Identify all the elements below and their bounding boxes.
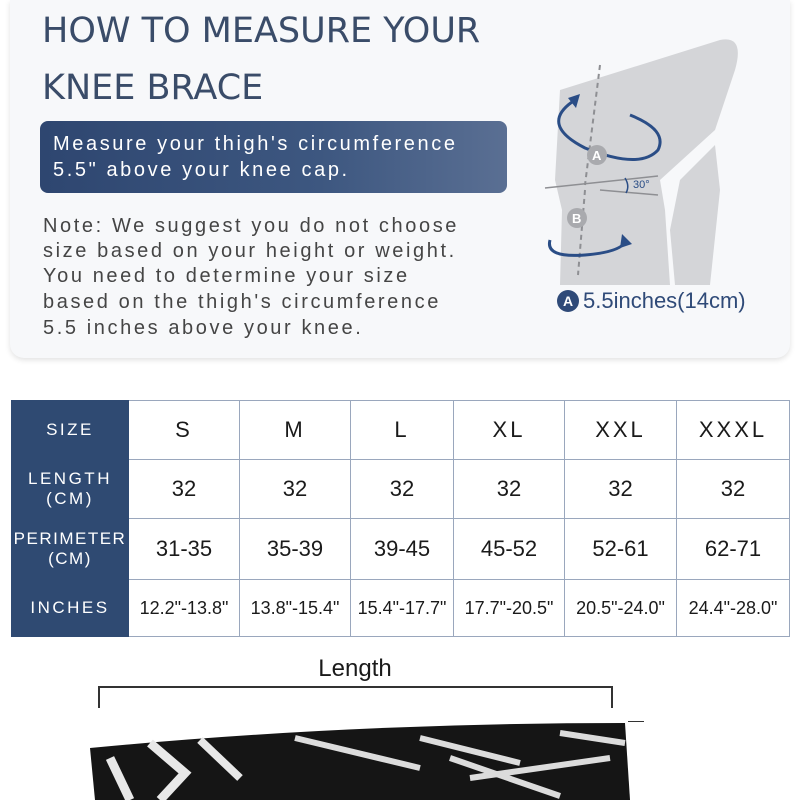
inches-cell: 13.8"-15.4" xyxy=(240,580,351,637)
banner-line2: 5.5" above your knee cap. xyxy=(53,159,350,181)
length-cell: 32 xyxy=(129,460,240,519)
perimeter-cell: 45-52 xyxy=(454,519,565,580)
inches-cell: 15.4"-17.7" xyxy=(351,580,454,637)
header-perimeter xyxy=(12,519,129,580)
perimeter-cell: 35-39 xyxy=(240,519,351,580)
note-line5: 5.5 inches above your knee. xyxy=(43,317,364,339)
calf-shape xyxy=(670,145,720,285)
angle-label: 30° xyxy=(633,179,650,191)
note-line1: Note: We suggest you do not choose xyxy=(43,215,460,237)
length-dimension-line xyxy=(98,686,613,688)
perimeter-cell: 39-45 xyxy=(351,519,454,580)
size-cell: XL xyxy=(454,401,565,460)
inches-cell: 17.7"-20.5" xyxy=(454,580,565,637)
length-tick-left xyxy=(98,686,100,708)
size-cell: M xyxy=(240,401,351,460)
banner-line1: Measure your thigh's circumference xyxy=(53,133,458,155)
note-line2: size based on your height or weight. xyxy=(43,240,457,262)
size-cell: S xyxy=(129,401,240,460)
measure-marker-a: A xyxy=(557,290,579,312)
marker-b-label: B xyxy=(572,211,582,226)
header-length-line1: LENGTH xyxy=(28,469,112,488)
size-cell: XXXL xyxy=(677,401,790,460)
measure-text: 5.5inches(14cm) xyxy=(583,288,746,313)
perimeter-cell: 52-61 xyxy=(565,519,677,580)
perimeter-cell: 62-71 xyxy=(677,519,790,580)
page-title-line1: HOW TO MEASURE YOUR xyxy=(42,11,481,51)
header-size: SIZE xyxy=(12,401,129,460)
header-inches: INCHES xyxy=(12,580,129,637)
note-line4: based on the thigh's circumference xyxy=(43,291,441,313)
perimeter-cell: 31-35 xyxy=(129,519,240,580)
length-tick-right xyxy=(611,686,613,708)
header-perimeter-line2: (CM) xyxy=(48,549,92,568)
header-perimeter-line1: PERIMETER xyxy=(13,529,127,548)
table-row-size xyxy=(12,401,790,460)
size-cell: XXL xyxy=(565,401,677,460)
length-cell: 32 xyxy=(351,460,454,519)
inches-cell: 12.2"-13.8" xyxy=(129,580,240,637)
marker-a-label: A xyxy=(592,148,602,163)
length-cell: 32 xyxy=(240,460,351,519)
length-cell: 32 xyxy=(454,460,565,519)
header-length xyxy=(12,460,129,519)
page-title-line2: KNEE BRACE xyxy=(42,68,264,108)
size-chart-table xyxy=(11,400,790,637)
note-line3: You need to determine your size xyxy=(43,265,410,287)
length-cell: 32 xyxy=(565,460,677,519)
length-label: Length xyxy=(318,655,392,682)
header-length-line2: (CM) xyxy=(46,489,94,508)
size-cell: L xyxy=(351,401,454,460)
table-row-perimeter xyxy=(12,519,790,580)
knee-diagram xyxy=(540,30,780,290)
length-cell: 32 xyxy=(677,460,790,519)
table-row-inches xyxy=(12,580,790,637)
instruction-banner xyxy=(40,121,507,193)
measurement-label xyxy=(557,288,746,314)
table-row-length xyxy=(12,460,790,519)
inches-cell: 24.4"-28.0" xyxy=(677,580,790,637)
inches-cell: 20.5"-24.0" xyxy=(565,580,677,637)
knee-brace-image xyxy=(90,718,650,800)
